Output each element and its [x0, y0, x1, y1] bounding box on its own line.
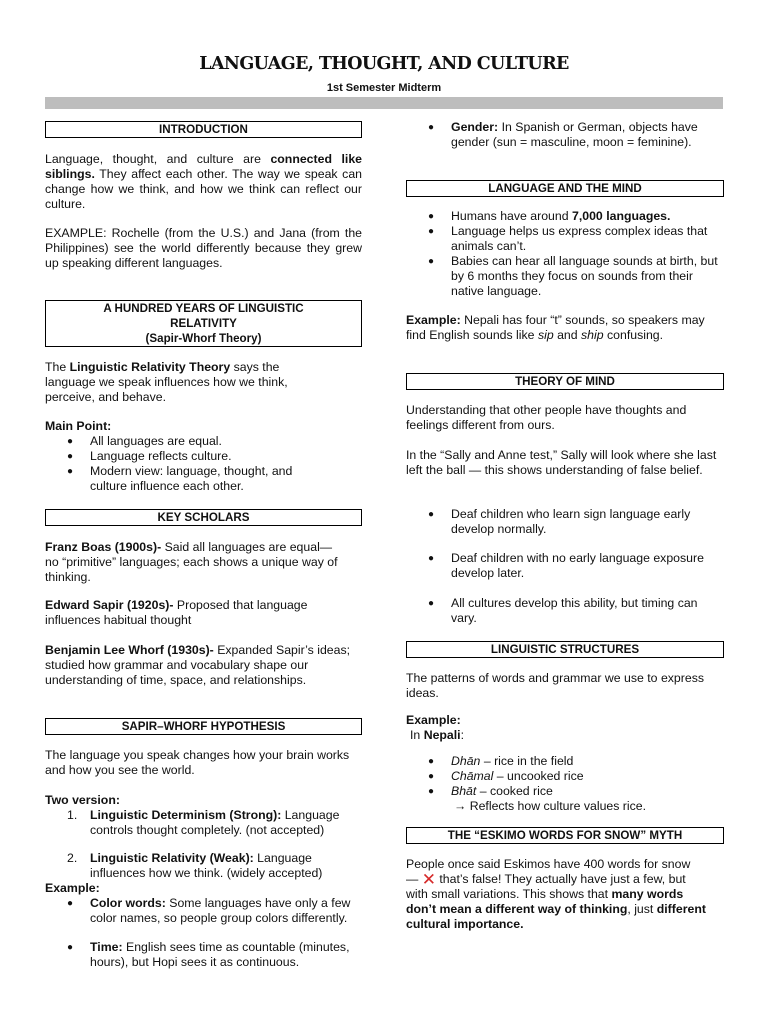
theory-heading: THEORY OF MIND — [406, 373, 724, 390]
myth-paragraph: People once said Eskimos have 400 words for snow — ✕ that’s false! They actually have just a few, but with small variations. This shows that many words don’t mean a different way of thinking, just different cultural importance. — [406, 857, 706, 931]
page-subtitle: 1st Semester Midterm — [326, 82, 442, 94]
scholar-whorf: Benjamin Lee Whorf (1930s)- Expanded Sapir’s ideas; studied how grammar and vocabulary shape our understanding of time, space, and relationships. — [45, 643, 351, 687]
list-item: ● Language helps us express complex ideas that animals can’t. — [428, 224, 708, 253]
structures-example-label: Example: — [406, 713, 461, 727]
list-item: ● All languages are equal. — [67, 434, 222, 448]
example-label: Example: — [45, 881, 100, 895]
list-item: ● Modern view: language, thought, and culture influence each other. — [67, 464, 293, 493]
red-x-icon: ✕ — [421, 870, 436, 889]
list-item: ● Bhāt – cooked rice — [428, 784, 553, 798]
list-item: ● Humans have around 7,000 languages. — [428, 209, 671, 223]
list-item: 1. Linguistic Determinism (Strong): Language controls thought completely. (not accepted) — [67, 808, 340, 837]
list-item: ● All cultures develop this ability, but timing can vary. — [428, 596, 698, 625]
list-item: ● Babies can hear all language sounds at birth, but by 6 months they focus on sounds from their native language. — [428, 254, 718, 298]
list-item: ● Deaf children with no early language exposure develop later. — [428, 551, 704, 580]
intro-heading: INTRODUCTION — [45, 121, 362, 138]
list-item: ● Dhān – rice in the field — [428, 754, 574, 768]
list-item: 2. Linguistic Relativity (Weak): Language influences how we think. (widely accepted) — [67, 851, 323, 880]
mind-example: Example: Nepali has four “t” sounds, so speakers may find English sounds like sip and ship confusing. — [406, 313, 705, 342]
intro-paragraph: Language, thought, and culture are connected like siblings. They affect each other. The way we speak can change how we think, and how we think can reflect our culture. — [45, 152, 362, 211]
intro-example: EXAMPLE: Rochelle (from the U.S.) and Jana (from the Philippines) see the world differently because they grew up speaking different languages. — [45, 226, 362, 270]
header-divider-bar — [45, 97, 723, 109]
hypothesis-paragraph: The language you speak changes how your brain works and how you see the world. — [45, 748, 350, 777]
hypothesis-heading: SAPIR–WHORF HYPOTHESIS — [45, 718, 362, 735]
two-version-label: Two version: — [45, 793, 120, 807]
page-title: LANGUAGE, THOUGHT, AND CULTURE — [199, 54, 569, 74]
list-item: ● Chāmal – uncooked rice — [428, 769, 584, 783]
relativity-heading: A HUNDRED YEARS OF LINGUISTIC RELATIVITY (Sapir-Whorf Theory) — [45, 300, 362, 347]
main-point-label: Main Point: — [45, 419, 112, 433]
myth-heading: THE “ESKIMO WORDS FOR SNOW” MYTH — [406, 827, 724, 844]
theory-paragraph: Understanding that other people have thoughts and feelings different from ours. — [406, 403, 687, 432]
arrow-right-icon: → — [454, 799, 467, 813]
structures-paragraph: The patterns of words and grammar we use to express ideas. — [406, 671, 704, 700]
list-item: ● Time: English sees time as countable (minutes, hours), but Hopi sees it as continuous. — [67, 940, 350, 969]
scholars-heading: KEY SCHOLARS — [45, 509, 362, 526]
list-item: ● Deaf children who learn sign language early develop normally. — [428, 507, 691, 536]
structures-heading: LINGUISTIC STRUCTURES — [406, 641, 724, 658]
list-item: ● Language reflects culture. — [67, 449, 232, 463]
structures-in-nepali: In Nepali: — [410, 728, 465, 742]
mind-heading: LANGUAGE AND THE MIND — [406, 180, 724, 197]
scholar-sapir: Edward Sapir (1920s)- Proposed that language influences habitual thought — [45, 598, 308, 627]
structures-reflect: → Reflects how culture values rice. — [454, 799, 647, 813]
list-item: ● Color words: Some languages have only a few color names, so people group colors differently. — [67, 896, 351, 925]
scholar-boas: Franz Boas (1900s)- Said all languages are equal—no “primitive” languages; each shows a unique way of thinking. — [45, 540, 338, 584]
list-item: ● Gender: In Spanish or German, objects have gender (sun = masculine, moon = feminine). — [428, 120, 698, 149]
relativity-paragraph: The Linguistic Relativity Theory says the language we speak influences how we think, perceive, and behave. — [45, 360, 288, 404]
sally-anne-paragraph: In the “Sally and Anne test,” Sally will look where she last left the ball — this shows understanding of false belief. — [406, 448, 717, 477]
